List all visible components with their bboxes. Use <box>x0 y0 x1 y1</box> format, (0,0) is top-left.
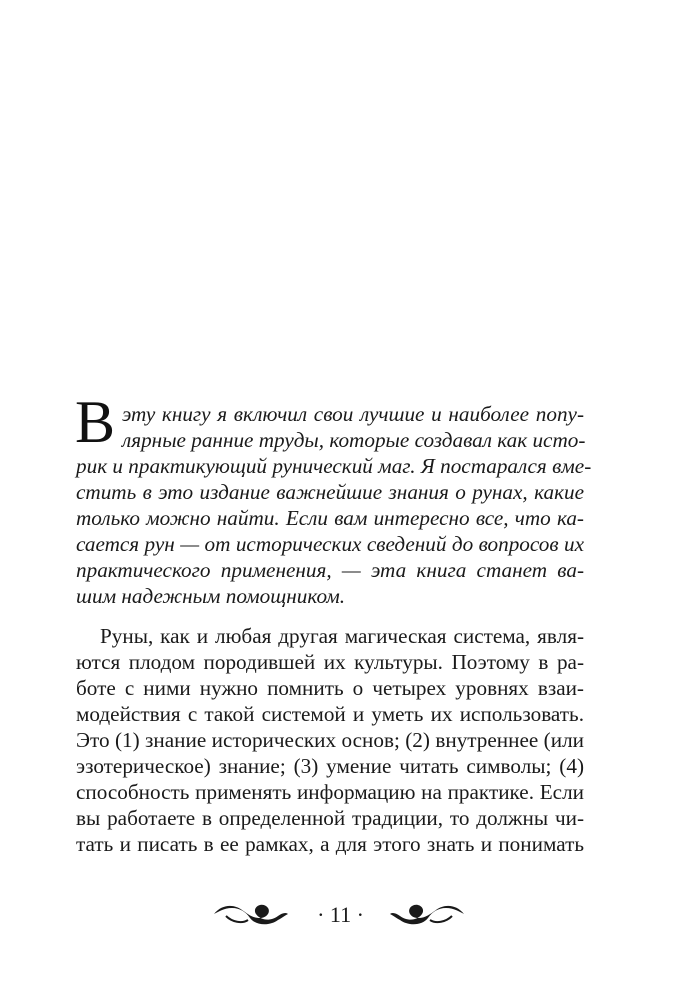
intro-line-1: эту книгу я включил свои лучшие и наиболее попу- <box>122 402 584 426</box>
intro-line-6: сается рун — от исторических сведений до вопросов их <box>76 532 584 556</box>
body-line-4: модействия с такой системой и уметь их использовать. <box>76 702 584 726</box>
body-line-2: ются плодом породившей их культуры. Поэтому в ра- <box>76 650 584 674</box>
intro-line-4: стить в это издание важнейшие знания о рунах, какие <box>76 480 584 504</box>
intro-line-8: шим надежным помощником. <box>76 584 346 608</box>
intro-line-5: только можно найти. Если вам интересно все, что ка- <box>76 506 584 530</box>
body-line-6: эзотерическое) знание; (3) умение читать символы; (4) <box>76 754 584 778</box>
body-line-3: боте с ними нужно помнить о четырех уровнях взаи- <box>76 676 584 700</box>
intro-line-2: лярные ранние труды, которые создавал как исто- <box>122 428 586 452</box>
body-line-1: Руны, как и любая другая магическая система, явля- <box>100 624 584 648</box>
body-line-7: способность применять информацию на практике. Если <box>76 780 584 804</box>
intro-line-3: рик и практикующий рунический маг. Я постарался вме- <box>76 454 592 478</box>
drop-cap: В <box>75 389 116 455</box>
intro-line-7: практического применения, — эта книга станет ва- <box>76 558 584 582</box>
body-line-5: Это (1) знание исторических основ; (2) внутреннее (или <box>76 728 584 752</box>
body-line-9: тать и писать в ее рамках, а для этого знать и понимать <box>76 832 584 856</box>
page-number: · 11 · <box>317 902 364 927</box>
body-line-8: вы работаете в определенной традиции, то должны чи- <box>76 806 584 830</box>
